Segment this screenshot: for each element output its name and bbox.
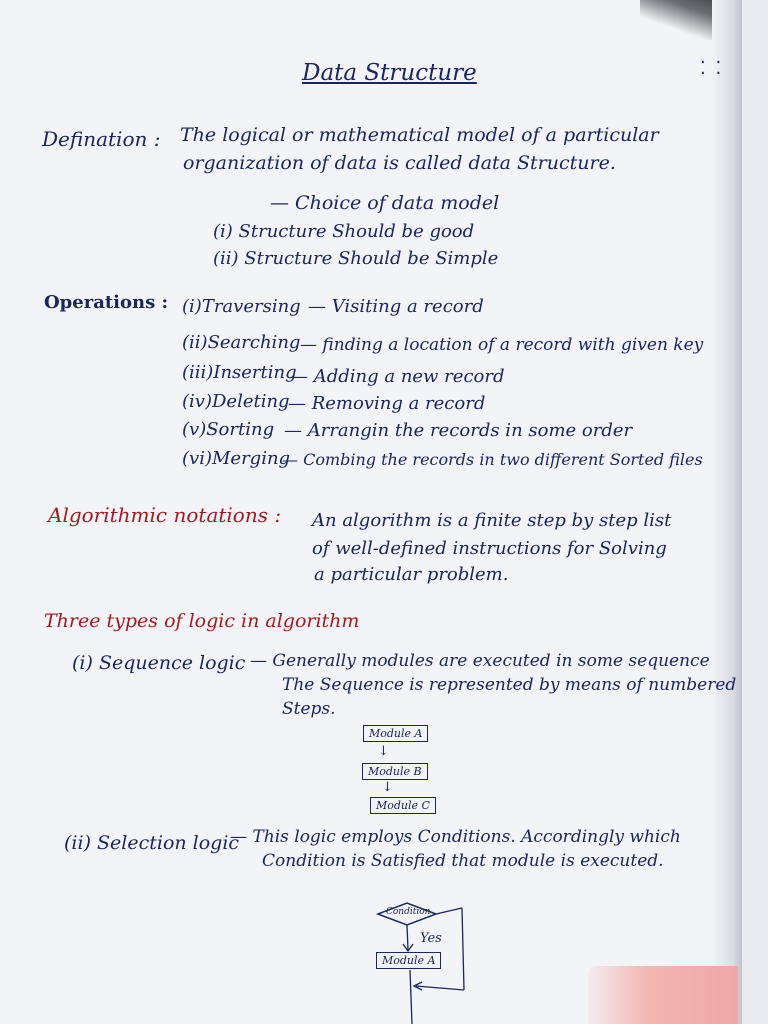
operation-desc: — Visiting a record xyxy=(308,296,484,317)
operation-desc: — Combing the records in two different Sorted files xyxy=(282,450,703,469)
operations-label: Operations : xyxy=(44,292,169,313)
logic-heading: Three types of logic in algorithm xyxy=(44,610,360,632)
operation-name: Deleting xyxy=(211,391,290,412)
no-branch-line xyxy=(436,908,462,914)
corner-dots: ⁚ ⁚ xyxy=(700,58,724,79)
point-number: (ii) xyxy=(213,248,239,269)
sequence-line-2: The Sequence is represented by means of numbered xyxy=(282,675,737,695)
down-arrow-icon: ↓ xyxy=(378,744,389,759)
selection-line-2: Condition is Satisfied that module is executed. xyxy=(262,851,664,871)
algorithmic-line-1: An algorithm is a finite step by step list xyxy=(312,510,672,531)
definition-label: Defination : xyxy=(42,127,161,151)
module-b-box: Module B xyxy=(362,763,428,780)
point-number: (i) xyxy=(213,221,233,242)
selection-line-1: — This logic employs Conditions. Accordingly which xyxy=(230,827,681,847)
operation-name: Merging xyxy=(211,448,291,469)
merge-line xyxy=(416,986,464,990)
point-text: Structure Should be Simple xyxy=(244,248,499,269)
selection-label: (ii) Selection logic xyxy=(64,832,240,854)
definition-line-1: The logical or mathematical model of a particular xyxy=(180,124,659,146)
operation-desc: — Arrangin the records in some order xyxy=(284,420,633,441)
operation-desc: — finding a location of a record with given key xyxy=(300,335,704,355)
definition-choice: — Choice of data model xyxy=(270,192,500,214)
operation-number: (ii) xyxy=(182,332,208,353)
operation-name: Inserting xyxy=(213,362,297,383)
yes-label: Yes xyxy=(420,931,442,946)
down-arrow-icon: ↓ xyxy=(382,780,393,795)
operation-number: (i) xyxy=(182,296,202,317)
no-branch-vertical xyxy=(462,908,464,990)
sequence-label: (i) Sequence logic xyxy=(72,652,246,674)
point-text: Structure Should be good xyxy=(238,221,475,242)
sequence-line-1: — Generally modules are executed in some sequence xyxy=(250,651,710,671)
algorithmic-line-2: of well-defined instructions for Solving xyxy=(312,538,667,559)
operation-number: (iv) xyxy=(182,391,212,412)
module-a-box: Module A xyxy=(363,725,428,742)
condition-label: Condition xyxy=(386,907,431,917)
operation-number: (v) xyxy=(182,419,207,440)
operation-number: (iii) xyxy=(182,362,214,383)
operation-name: Searching xyxy=(207,332,301,353)
operation-name: Traversing xyxy=(201,296,301,317)
page-title: Data Structure xyxy=(302,60,477,86)
operation-number: (vi) xyxy=(182,448,212,469)
exit-line xyxy=(410,970,412,1024)
algorithmic-label: Algorithmic notations : xyxy=(48,503,282,527)
selection-module-box: Module A xyxy=(376,952,441,969)
algorithmic-line-3: a particular problem. xyxy=(314,564,509,585)
module-c-box: Module C xyxy=(370,797,436,814)
definition-line-2: organization of data is called data Structure. xyxy=(183,152,616,174)
operation-desc: — Removing a record xyxy=(288,393,486,414)
operation-name: Sorting xyxy=(206,419,275,440)
sequence-line-3: Steps. xyxy=(282,699,336,719)
operation-desc: — Adding a new record xyxy=(290,366,505,387)
yes-line xyxy=(407,925,408,950)
